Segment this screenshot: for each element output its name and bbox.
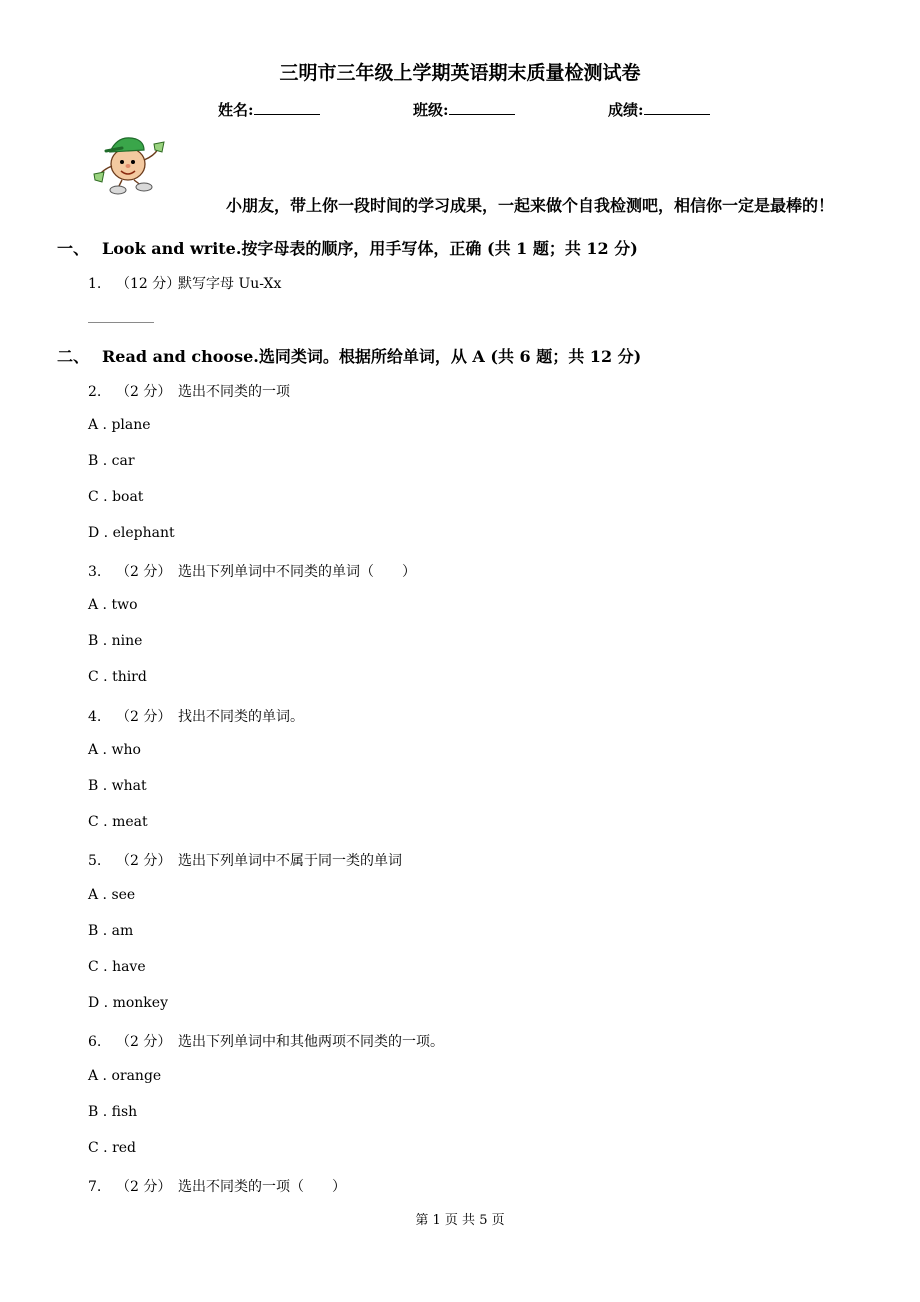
option[interactable]: C . meat [88, 814, 148, 830]
question-text: 选出下列单词中和其他两项不同类的一项。 [178, 1034, 444, 1050]
option[interactable]: B . fish [88, 1104, 138, 1120]
option[interactable]: A . two [88, 597, 138, 613]
question-number: 1. [88, 276, 102, 292]
question-score: （2 分） [116, 709, 172, 725]
question-score: （2 分） [116, 384, 172, 400]
option[interactable]: A . orange [88, 1068, 162, 1084]
section-2-heading [57, 344, 641, 367]
option[interactable]: C . have [88, 959, 146, 975]
option[interactable]: A . who [88, 742, 141, 758]
option[interactable]: B . car [88, 453, 135, 469]
option[interactable]: B . what [88, 778, 147, 794]
question-2 [88, 381, 290, 401]
score-field [608, 99, 710, 120]
class-blank[interactable] [449, 100, 515, 115]
page-title: 三明市三年级上学期英语期末质量检测试卷 [279, 62, 641, 84]
option[interactable]: C . third [88, 669, 147, 685]
section-title: Look and write.按字母表的顺序，用手写体，正确 (共 1 题；共 12 分) [102, 239, 638, 258]
question-text: 找出不同类的单词。 [178, 709, 304, 725]
question-text: 默写字母 Uu-Xx [178, 276, 282, 292]
section-title: Read and choose.选同类词。根据所给单词，从 A (共 6 题；共 12 分) [102, 347, 642, 366]
option[interactable]: C . boat [88, 489, 144, 505]
score-label: 成绩: [608, 101, 644, 119]
question-text: 选出不同类的一项 [178, 384, 290, 400]
score-blank[interactable] [644, 100, 710, 115]
question-7 [88, 1176, 346, 1196]
class-field [413, 99, 515, 120]
question-number: 5. [88, 853, 102, 869]
option[interactable]: A . plane [88, 417, 151, 433]
question-score: （12 分） [116, 276, 181, 292]
name-blank[interactable] [254, 100, 320, 115]
question-4 [88, 706, 304, 726]
question-5 [88, 850, 402, 870]
question-number: 4. [88, 709, 102, 725]
option[interactable]: B . nine [88, 633, 143, 649]
question-score: （2 分） [116, 564, 172, 580]
section-number: 一、 [57, 239, 90, 258]
question-number: 3. [88, 564, 102, 580]
name-field [218, 99, 320, 120]
intro-text: 小朋友，带上你一段时间的学习成果，一起来做个自我检测吧，相信你一定是最棒的！ [225, 196, 834, 215]
question-text: 选出不同类的一项（ ） [178, 1179, 346, 1195]
option[interactable]: C . red [88, 1140, 137, 1156]
option[interactable]: D . monkey [88, 995, 168, 1011]
question-1 [88, 273, 281, 293]
option[interactable]: D . elephant [88, 525, 175, 541]
option[interactable]: A . see [88, 887, 136, 903]
question-number: 7. [88, 1179, 102, 1195]
section-number: 二、 [57, 347, 90, 366]
question-number: 2. [88, 384, 102, 400]
question-number: 6. [88, 1034, 102, 1050]
mascot-illustration [92, 130, 168, 196]
page-footer: 第 1 页 共 5 页 [415, 1213, 505, 1228]
option[interactable]: B . am [88, 923, 134, 939]
question-text: 选出下列单词中不同类的单词（ ） [178, 564, 416, 580]
section-1-heading [57, 236, 638, 259]
question-score: （2 分） [116, 853, 172, 869]
question-text: 选出下列单词中不属于同一类的单词 [178, 853, 402, 869]
answer-line[interactable] [88, 322, 154, 323]
class-label: 班级: [413, 101, 449, 119]
question-6 [88, 1031, 444, 1051]
question-score: （2 分） [116, 1179, 172, 1195]
question-3 [88, 561, 416, 581]
question-score: （2 分） [116, 1034, 172, 1050]
name-label: 姓名: [218, 101, 254, 119]
